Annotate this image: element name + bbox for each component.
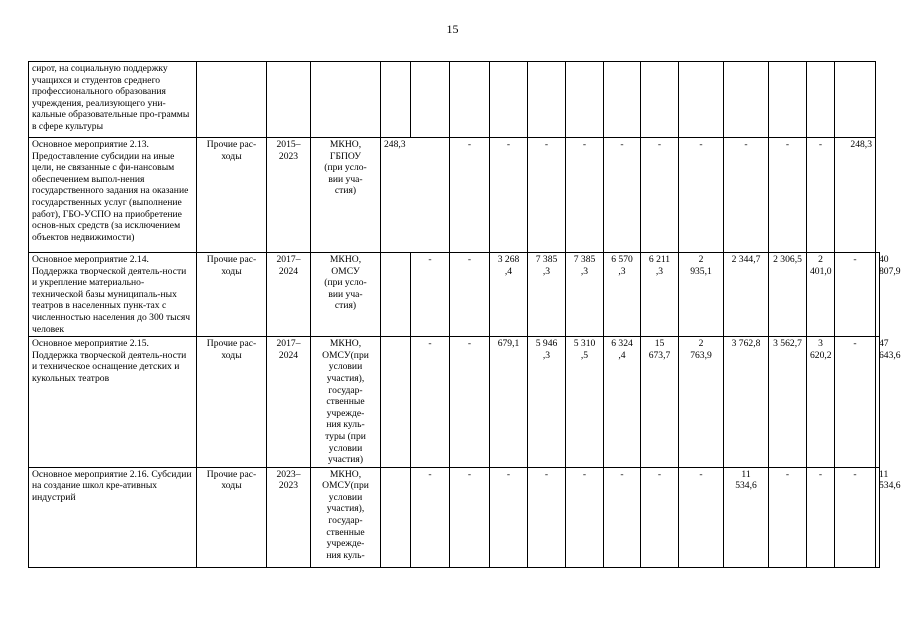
total-cell [835,62,876,138]
value-cell: - [450,138,490,253]
value-cell: 2 763,9 [679,337,724,468]
measure-name-cell: сирот, на социальную поддержку учащихся и студентов среднего профессионального образования учреждения, реализующего уни-кальные образовательные про-граммы в сфере культуры [29,62,197,138]
funding-source-cell: Прочие рас- ходы [197,467,267,567]
value-cell: - [490,138,528,253]
value-cell: - [835,337,876,468]
value-cell: 7 385 ,3 [528,253,566,337]
value-cell: - [604,467,641,567]
value-cell: - [411,467,450,567]
value-cell: 6 570 ,3 [604,253,641,337]
value-cell [641,62,679,138]
value-cell: 5 310 ,5 [566,337,604,468]
executor-cell: МКНО, ГБПОУ (при усло- вии уча- стия) [311,138,381,253]
period-cell [267,62,311,138]
value-cell [490,62,528,138]
value-cell: - [807,467,835,567]
value-cell [528,62,566,138]
budget-table [28,61,901,568]
value-cell: - [641,467,679,567]
value-cell [807,62,835,138]
value-cell [679,62,724,138]
value-cell [411,62,450,138]
value-cell: - [450,467,490,567]
value-cell [381,253,411,337]
value-cell: - [679,467,724,567]
funding-source-cell: Прочие рас- ходы [197,253,267,337]
value-cell: - [566,138,604,253]
executor-cell: МКНО, ОМСУ (при усло- вии уча- стия) [311,253,381,337]
value-cell: - [450,337,490,468]
executor-cell [311,62,381,138]
value-cell: - [411,253,450,337]
value-cell: - [835,253,876,337]
value-cell: 3 268 ,4 [490,253,528,337]
value-cell [450,62,490,138]
value-cell: 248,3 [381,138,450,253]
executor-cell: МКНО, ОМСУ(при условии участия), государ- ственные учрежде- ния куль- туры (при условии участия) [311,337,381,468]
value-cell: 2 401,0 [807,253,835,337]
funding-source-cell: Прочие рас- ходы [197,138,267,253]
value-cell: 11 534,6 [724,467,769,567]
value-cell: 6 211 ,3 [641,253,679,337]
value-cell: - [835,467,876,567]
value-cell: 2 306,5 [769,253,807,337]
period-cell: 2023– 2023 [267,467,311,567]
value-cell: - [411,337,450,468]
measure-name-cell: Основное мероприятие 2.14. Поддержка творческой деятель-ности и укрепление материально-технической базы муниципаль-ных театров в населенных пунк-тах с численностью населения до 300 тысяч человек [29,253,197,337]
value-cell: - [566,467,604,567]
value-cell: - [604,138,641,253]
value-cell: 2 935,1 [679,253,724,337]
period-cell: 2017– 2024 [267,337,311,468]
executor-cell: МКНО, ОМСУ(при условии участия), государ- ственные учрежде- ния куль- [311,467,381,567]
value-cell: - [641,138,679,253]
value-cell [381,467,411,567]
page-number: 15 [446,22,459,36]
value-cell [769,62,807,138]
total-cell: 47 643,6 [876,337,880,468]
value-cell: 679,1 [490,337,528,468]
value-cell: 3 620,2 [807,337,835,468]
value-cell [724,62,769,138]
funding-source-cell [197,62,267,138]
value-cell [604,62,641,138]
total-cell: 11 534,6 [876,467,880,567]
value-cell: - [490,467,528,567]
table-row [29,253,880,337]
value-cell: 3 762,8 [724,337,769,468]
table-row [29,62,880,138]
value-cell [381,62,411,138]
table-row [29,337,880,468]
measure-name-cell: Основное мероприятие 2.13. Предоставление субсидии на иные цели, не связанные с фи-нансовым обеспечением выпол-нения государственного задания на оказание государственных услуг (выполнение работ), ГБО-УСПО на приобретение основ-ных средств (за исключением объектов недвижимости) [29,138,197,253]
table-row [29,138,880,253]
value-cell: - [528,467,566,567]
total-cell: 40 807,9 [876,253,880,337]
measure-name-cell: Основное мероприятие 2.15. Поддержка творческой деятель-ности и техническое оснащение детских и кукольных театров [29,337,197,468]
value-cell: 3 562,7 [769,337,807,468]
value-cell: 15 673,7 [641,337,679,468]
measure-name-cell: Основное мероприятие 2.16. Субсидии на создание школ кре-ативных индустрий [29,467,197,567]
value-cell: 2 344,7 [724,253,769,337]
funding-source-cell: Прочие рас- ходы [197,337,267,468]
value-cell: - [807,138,835,253]
value-cell: - [769,138,807,253]
table-row [29,467,880,567]
value-cell: - [679,138,724,253]
total-cell: 248,3 [835,138,876,253]
value-cell: 6 324 ,4 [604,337,641,468]
value-cell: 7 385 ,3 [566,253,604,337]
value-cell: - [769,467,807,567]
period-cell: 2015– 2023 [267,138,311,253]
value-cell [381,337,411,468]
value-cell: - [450,253,490,337]
value-cell: - [724,138,769,253]
value-cell: - [528,138,566,253]
period-cell: 2017– 2024 [267,253,311,337]
value-cell [566,62,604,138]
value-cell: 5 946 ,3 [528,337,566,468]
